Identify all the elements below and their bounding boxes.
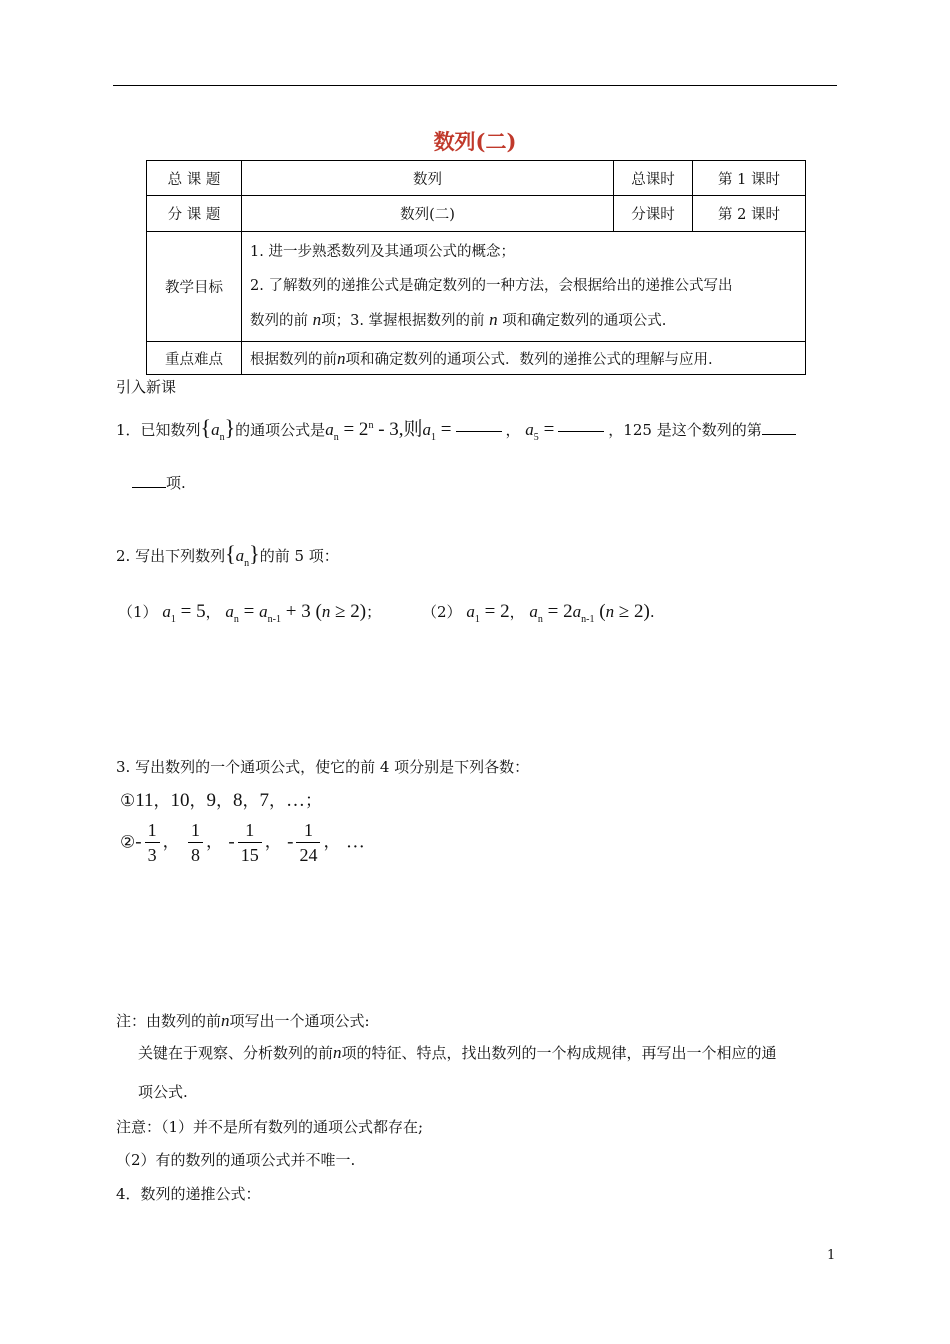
question-1-end: 项. — [132, 472, 186, 493]
question-1: 1．已知数列$\{a_n\}$的通项公式是$a_n = 2^n - 3$,则$a_1$ = ， $a_5$ = ，125 是这个数列的第 — [116, 414, 796, 441]
value-total-hours: 第 1 课时 — [693, 161, 806, 196]
question-3-sequence-2: ②- $\frac{1}{3}$ ， $\frac{1}{8}$ ， - $\frac{1}{15}$ ， - $\frac{1}{24}$ ， … — [120, 820, 365, 865]
goal-line-1: 1. 进一步熟悉数列及其通项公式的概念； — [250, 244, 515, 260]
goal-line-3: 数列的前 n项；3. 掌握根据数列的前 n 项和确定数列的通项公式. — [250, 310, 667, 329]
value-sub-hours: 第 2 课时 — [693, 196, 806, 232]
note-line-4: 注意：（1）并不是所有数列的通项公式都存在; — [116, 1118, 424, 1136]
question-2-part-2: （2） $a_1 = 2$， $a_n = 2a_{n-1}$ (n ≥ 2). — [422, 601, 655, 625]
header-rule — [113, 85, 837, 86]
note-line-1: 注：由数列的前n项写出一个通项公式: — [116, 1011, 370, 1030]
question-2-part-1: （1） $a_1 = 5$， $a_n = a_{n-1} + 3$ (n ≥ 2)； — [118, 601, 382, 625]
teaching-goals — [242, 232, 806, 342]
note-line-3: 项公式. — [138, 1083, 188, 1101]
goal-line-2: 2. 了解数列的递推公式是确定数列的一种方法，会根据给出的递推公式写出 — [250, 278, 733, 294]
question-3-sequence-1: ①11，10，9，8，7，…； — [120, 790, 323, 811]
label-total-hours: 总课时 — [614, 161, 693, 196]
value-total-topic: 数列 — [242, 161, 614, 196]
page-number: 1 — [827, 1248, 836, 1263]
label-total-topic: 总 课 题 — [147, 161, 242, 196]
section-heading: 引入新课 — [116, 378, 177, 396]
label-teaching-goals: 教学目标 — [147, 232, 242, 342]
note-line-2: 关键在于观察、分析数列的前n项的特征、特点，找出数列的一个构成规律，再写出一个相应的通 — [138, 1043, 777, 1062]
question-2: 2. 写出下列数列$\{a_n\}$的前 5 项： — [116, 541, 339, 569]
label-key-points: 重点难点 — [147, 342, 242, 375]
note-line-6: 4．数列的递推公式： — [116, 1185, 261, 1203]
lesson-info-table — [146, 160, 806, 375]
value-sub-topic: 数列(二) — [242, 196, 614, 232]
key-points: 根据数列的前n项和确定数列的通项公式．数列的递推公式的理解与应用. — [242, 342, 806, 375]
note-line-5: （2）有的数列的通项公式并不唯一. — [116, 1151, 356, 1169]
label-sub-topic: 分 课 题 — [147, 196, 242, 232]
question-3: 3. 写出数列的一个通项公式，使它的前 4 项分别是下列各数： — [116, 758, 530, 776]
page-title: 数列(二) — [433, 129, 517, 154]
label-sub-hours: 分课时 — [614, 196, 693, 232]
